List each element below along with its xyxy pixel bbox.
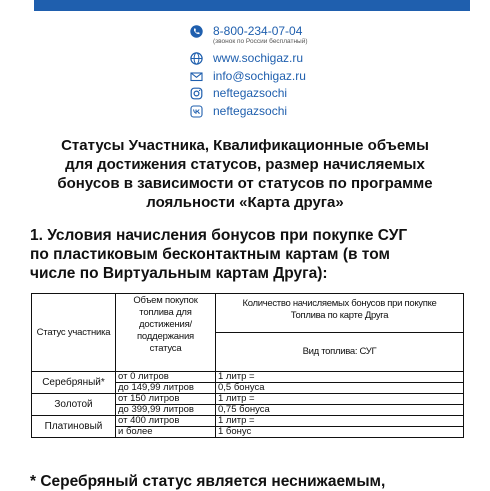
header-accent-bar: [34, 0, 470, 11]
header-bonus-line: Топлива по карте Друга: [290, 310, 389, 321]
header-volume: [116, 294, 216, 372]
header-fuel-type: Вид топлива: СУГ: [216, 333, 464, 372]
section-heading: [30, 226, 470, 283]
contact-phone-text: 8-800-234-07-04: [213, 24, 303, 38]
volume-from: от 150 литров: [116, 394, 216, 405]
title-line: лояльности «Карта друга»: [146, 194, 344, 211]
volume-to: до 399,99 литров: [116, 405, 216, 416]
header-volume-line: топлива для: [139, 307, 192, 318]
bonus-rate: 1 литр =: [216, 372, 464, 383]
globe-icon: [190, 52, 203, 65]
status-silver: Серебряный*: [32, 372, 116, 394]
table-row: [32, 416, 464, 427]
mail-icon: [190, 70, 203, 83]
contact-website-text: www.sochigaz.ru: [213, 51, 304, 65]
volume-from: от 0 литров: [116, 372, 216, 383]
bonus-table: [31, 293, 464, 438]
volume-to: до 149,99 литров: [116, 383, 216, 394]
section-line: числе по Виртуальным картам Друга):: [30, 265, 328, 282]
header-bonus: [216, 294, 464, 333]
bonus-amount: 0,75 бонуса: [216, 405, 464, 416]
table-row: [32, 372, 464, 383]
contact-instagram-text: neftegazsochi: [213, 86, 288, 100]
volume-from: от 400 литров: [116, 416, 216, 427]
contact-vk-text: neftegazsochi: [213, 104, 288, 118]
header-status: Статус участника: [32, 294, 116, 372]
status-gold: Золотой: [32, 394, 116, 416]
header-volume-line: Объем покупок: [133, 295, 198, 306]
footnote: * Серебряный статус является неснижаемым,: [30, 473, 386, 490]
contact-email-text: info@sochigaz.ru: [213, 69, 306, 83]
volume-to: и более: [116, 427, 216, 438]
header-volume-line: статуса: [149, 343, 182, 354]
instagram-icon: [190, 87, 203, 100]
section-line: по пластиковым бесконтактным картам (в том: [30, 246, 390, 263]
status-platinum: Платиновый: [32, 416, 116, 438]
header-bonus-line: Количество начисляемых бонусов при покупке: [242, 298, 437, 309]
section-line: 1. Условия начисления бонусов при покупке СУГ: [30, 227, 408, 244]
bonus-rate: 1 литр =: [216, 394, 464, 405]
vk-icon: [190, 105, 203, 118]
title-line: бонусов в зависимости от статусов по программе: [57, 175, 433, 192]
document-title: [30, 136, 460, 212]
header-volume-line: поддержания: [136, 331, 194, 342]
bonus-rate: 1 литр =: [216, 416, 464, 427]
title-line: для достижения статусов, размер начисляемых: [65, 156, 425, 173]
table-row: [32, 394, 464, 405]
contact-phone-note: (звонок по России бесплатный): [213, 38, 308, 45]
bonus-amount: 1 бонус: [216, 427, 464, 438]
title-line: Статусы Участника, Квалификационные объемы: [61, 137, 429, 154]
phone-icon: [190, 25, 203, 38]
header-volume-line: достижения/: [138, 319, 192, 330]
bonus-amount: 0,5 бонуса: [216, 383, 464, 394]
